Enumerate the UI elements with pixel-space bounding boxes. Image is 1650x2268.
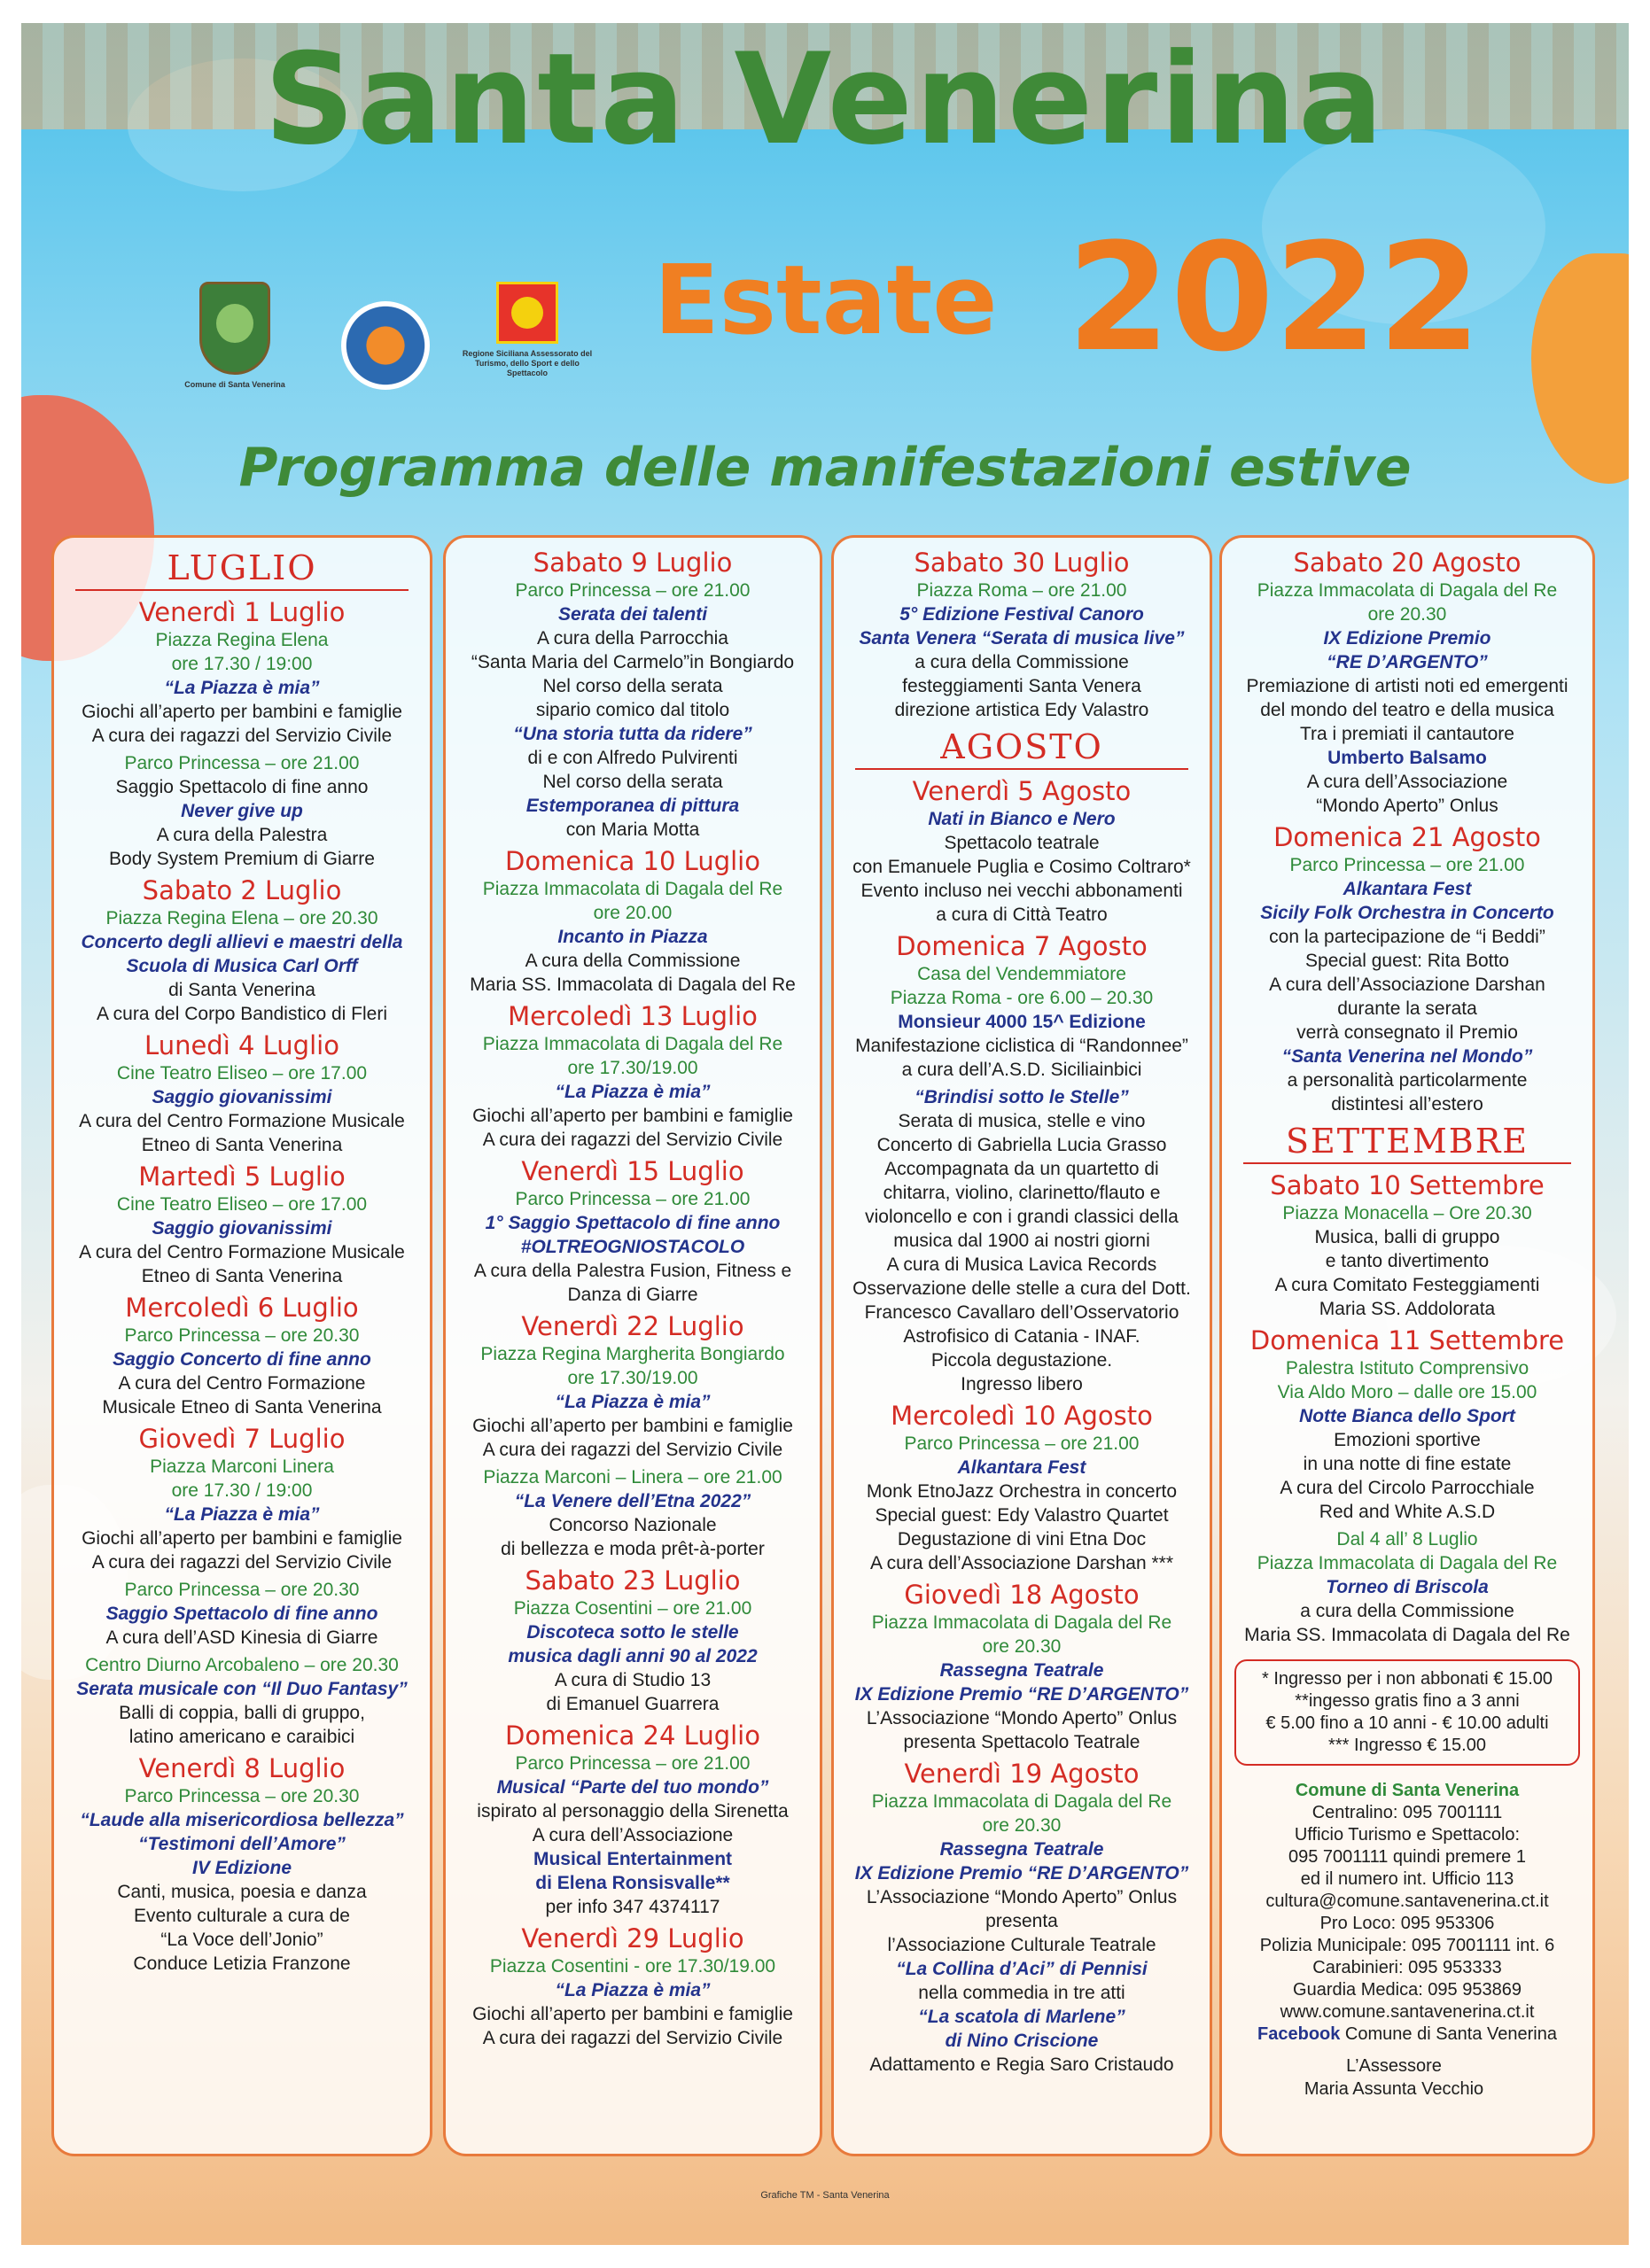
event-detail: violoncello e con i grandi classici della	[865, 1207, 1179, 1227]
event-highlight: “La Piazza è mia”	[555, 1980, 711, 2000]
event-date: Venerdì 8 Luglio	[138, 1753, 346, 1783]
event-entry	[837, 547, 1206, 722]
event-detail: Giochi all’aperto per bambini e famiglie	[472, 2004, 793, 2024]
event-venue: Piazza Roma - ore 6.00 – 20.30	[890, 988, 1154, 1008]
contact-line: 095 7001111 quindi premere 1	[1288, 1847, 1526, 1867]
event-venue: ore 17.30 / 19:00	[171, 1480, 313, 1501]
signature	[1226, 2054, 1562, 2101]
proloco-emblem-icon	[341, 301, 430, 390]
event-venue: Piazza Monacella – Ore 20.30	[1282, 1203, 1532, 1223]
event-date: Venerdì 19 Agosto	[904, 1759, 1140, 1789]
event-detail: Emozioni sportive	[1334, 1430, 1481, 1450]
event-venue: ore 20.30	[982, 1815, 1062, 1836]
event-highlight: “La Collina d’Aci” di Pennisi	[896, 1959, 1148, 1979]
event-detail: Concerto di Gabriella Lucia Grasso	[876, 1135, 1167, 1155]
event-highlight: “Testimoni dell’Amore”	[138, 1834, 346, 1854]
event-highlight: musica dagli anni 90 al 2022	[508, 1646, 758, 1666]
event-detail: A cura del Circolo Parrocchiale	[1280, 1478, 1535, 1498]
contact-line: Pro Loco: 095 953306	[1319, 1914, 1495, 1933]
event-detail: A cura dell’Associazione	[532, 1825, 734, 1845]
event-highlight: di Nino Criscione	[945, 2031, 1099, 2051]
event-detail: Astrofisico di Catania - INAF.	[903, 1326, 1140, 1347]
event-highlight: Saggio Concerto di fine anno	[113, 1349, 371, 1370]
event-highlight: Musical “Parte del tuo mondo”	[496, 1777, 769, 1798]
event-detail: Giochi all’aperto per bambini e famiglie	[472, 1416, 793, 1436]
event-detail: durante la serata	[1337, 998, 1477, 1019]
event-detail: Nel corso della serata	[542, 772, 723, 792]
event-detail: A cura dell’Associazione	[1306, 772, 1508, 792]
facebook-link[interactable]: Facebook	[1257, 2024, 1341, 2044]
event-entry	[1226, 1324, 1589, 1524]
event-venue: Parco Princessa – ore 20.30	[124, 1786, 360, 1806]
note-line: € 5.00 fino a 10 anni - € 10.00 adulti	[1265, 1713, 1549, 1733]
event-highlight: “La Piazza è mia”	[555, 1392, 711, 1412]
event-venue: Piazza Roma – ore 21.00	[916, 580, 1127, 601]
event-detail: Evento culturale a cura de	[134, 1906, 350, 1926]
event-detail: chitarra, violino, clarinetto/flauto e	[883, 1183, 1161, 1203]
event-venue: ore 17.30/19.00	[567, 1058, 698, 1078]
contact-line: Polizia Municipale: 095 7001111 int. 6	[1259, 1936, 1555, 1955]
event-highlight: Serata dei talenti	[557, 604, 708, 625]
event-highlight: “La Venere dell’Etna 2022”	[514, 1491, 751, 1511]
event-detail: Maria SS. Immacolata di Dagala del Re	[1244, 1625, 1570, 1645]
poster-title: Santa Venerina	[264, 27, 1386, 173]
event-detail: A cura del Corpo Bandistico di Fleri	[97, 1004, 387, 1024]
event-entry	[837, 930, 1206, 1082]
event-entry	[1226, 1169, 1589, 1321]
event-entry	[58, 1029, 426, 1157]
event-detail: A cura dei ragazzi del Servizio Civile	[482, 1130, 783, 1150]
event-date: Venerdì 1 Luglio	[138, 597, 346, 627]
event-detail: A cura del Centro Formazione Musicale	[79, 1242, 405, 1262]
event-venue: Piazza Immacolata di Dagala del Re	[482, 1034, 783, 1054]
event-detail: Saggio Spettacolo di fine anno	[115, 777, 369, 797]
event-entry	[58, 751, 426, 871]
event-detail: A cura di Musica Lavica Records	[886, 1254, 1157, 1275]
event-highlight: Serata musicale con “Il Duo Fantasy”	[76, 1679, 408, 1699]
event-detail: a personalità particolarmente	[1287, 1070, 1528, 1091]
event-entry	[449, 1465, 816, 1561]
event-detail: con Maria Motta	[565, 819, 700, 840]
event-highlight: “La scatola di Marlene”	[918, 2007, 1125, 2027]
event-date: Giovedì 18 Agosto	[904, 1580, 1140, 1610]
event-highlight: “La Piazza è mia”	[164, 1504, 320, 1525]
event-detail: Accompagnata da un quartetto di	[884, 1159, 1159, 1179]
event-detail: verrà consegnato il Premio	[1296, 1022, 1518, 1043]
event-venue: Parco Princessa – ore 21.00	[1289, 855, 1525, 875]
note-line: *** Ingresso € 15.00	[1328, 1736, 1486, 1755]
event-detail: Conduce Letizia Franzone	[133, 1953, 351, 1974]
event-venue: Parco Princessa – ore 20.30	[124, 1580, 360, 1600]
event-date: Lunedì 4 Luglio	[144, 1030, 339, 1060]
event-detail: Degustazione di vini Etna Doc	[897, 1529, 1147, 1550]
event-detail: “Santa Maria del Carmelo”in Bongiardo	[471, 652, 795, 672]
event-venue: ore 17.30/19.00	[567, 1368, 698, 1388]
event-detail: distintesi all’estero	[1331, 1094, 1483, 1115]
poster-subtitle: Programma delle manifestazioni estive	[238, 437, 1412, 499]
event-highlight: Estemporanea di pittura	[525, 796, 740, 816]
event-venue: Piazza Marconi Linera	[150, 1456, 334, 1477]
event-venue: Piazza Marconi – Linera – ore 21.00	[483, 1467, 782, 1487]
event-highlight: Scuola di Musica Carl Orff	[126, 956, 358, 976]
event-detail: di Santa Venerina	[168, 980, 315, 1000]
event-entry	[449, 1155, 816, 1307]
event-venue: Piazza Regina Margherita Bongiardo	[480, 1344, 785, 1364]
event-highlight: Notte Bianca dello Sport	[1299, 1406, 1515, 1426]
event-highlight: “Una storia tutta da ridere”	[513, 724, 752, 744]
contact-line: Carabinieri: 095 953333	[1312, 1958, 1502, 1977]
event-detail: musica dal 1900 ai nostri giorni	[893, 1231, 1150, 1251]
event-detail: Special guest: Rita Botto	[1305, 951, 1509, 971]
event-detail: A cura della Parrocchia	[537, 628, 728, 649]
event-detail: a cura di Città Teatro	[936, 905, 1108, 925]
contact-email[interactable]: cultura@comune.santavenerina.ct.it	[1265, 1891, 1549, 1911]
event-detail: Spettacolo teatrale	[944, 833, 1100, 853]
event-entry	[1226, 1527, 1589, 1647]
event-venue: Parco Princessa – ore 21.00	[515, 1753, 751, 1774]
event-date: Domenica 24 Luglio	[505, 1720, 760, 1751]
event-entry	[58, 1578, 426, 1650]
event-detail: in una notte di fine estate	[1303, 1454, 1512, 1474]
event-detail: A cura dei ragazzi del Servizio Civile	[482, 1440, 783, 1460]
event-detail: direzione artistica Edy Valastro	[894, 700, 1149, 720]
facebook-line	[1226, 2023, 1589, 2046]
event-venue: Casa del Vendemmiatore	[917, 964, 1126, 984]
event-detail: Tra i premiati il cantautore	[1300, 724, 1514, 744]
event-detail: per info 347 4374117	[545, 1897, 720, 1917]
event-date: Sabato 30 Luglio	[914, 548, 1130, 578]
event-date: Domenica 10 Luglio	[505, 846, 760, 876]
event-venue: Piazza Cosentini – ore 21.00	[513, 1598, 752, 1619]
event-detail: Maria SS. Immacolata di Dagala del Re	[470, 975, 796, 995]
event-detail: Evento incluso nei vecchi abbonamenti	[860, 881, 1183, 901]
event-highlight: Alkantara Fest	[957, 1457, 1086, 1478]
event-entry	[58, 874, 426, 1026]
event-detail: A cura dell’Associazione Darshan ***	[869, 1553, 1174, 1573]
event-detail: A cura di Studio 13	[554, 1670, 712, 1690]
event-date: Mercoledì 13 Luglio	[508, 1001, 758, 1031]
event-entry	[58, 1653, 426, 1749]
event-detail: Nel corso della serata	[542, 676, 723, 696]
event-date: Sabato 2 Luglio	[142, 875, 342, 905]
event-highlight: di Elena Ronsisvalle**	[535, 1873, 730, 1893]
event-detail: A cura del Centro Formazione Musicale	[79, 1111, 405, 1131]
event-venue: Piazza Cosentini - ore 17.30/19.00	[489, 1956, 776, 1977]
event-detail: A cura dei ragazzi del Servizio Civile	[91, 1552, 393, 1573]
event-detail: Manifestazione ciclistica di “Randonnee”	[855, 1036, 1188, 1056]
column-settembre	[1219, 535, 1595, 2156]
event-venue: Piazza Regina Elena – ore 20.30	[105, 908, 378, 928]
event-highlight: Incanto in Piazza	[557, 927, 708, 947]
event-entry	[449, 547, 816, 842]
event-entry	[837, 1400, 1206, 1575]
event-detail: Premiazione di artisti noti ed emergenti	[1246, 676, 1568, 696]
event-detail: Osservazione delle stelle a cura del Dott.	[852, 1278, 1191, 1299]
event-date: Giovedì 7 Luglio	[138, 1424, 346, 1454]
event-highlight: “Brindisi sotto le Stelle”	[915, 1087, 1129, 1107]
event-detail: di e con Alfredo Pulvirenti	[527, 748, 738, 768]
event-detail: a cura della Commissione	[1300, 1601, 1514, 1621]
event-list	[58, 596, 426, 1976]
event-date: Domenica 11 Settembre	[1249, 1325, 1565, 1355]
event-detail: a cura dell’A.S.D. Siciliainbici	[901, 1060, 1142, 1080]
event-detail: A cura dell’ASD Kinesia di Giarre	[105, 1627, 378, 1648]
event-venue: Via Aldo Moro – dalle ore 15.00	[1277, 1382, 1537, 1402]
event-highlight: Rassegna Teatrale	[939, 1839, 1104, 1860]
event-list	[837, 547, 1206, 722]
event-highlight: “RE D’ARGENTO”	[1327, 652, 1488, 672]
event-highlight: #OLTREOGNIOSTACOLO	[520, 1237, 745, 1257]
event-highlight: Saggio giovanissimi	[152, 1218, 332, 1239]
event-detail: con la partecipazione de “i Beddi”	[1269, 927, 1545, 947]
event-venue: Parco Princessa – ore 21.00	[515, 1189, 751, 1209]
note-line: * Ingresso per i non abbonati € 15.00	[1261, 1669, 1553, 1689]
event-detail: Adattamento e Regia Saro Cristaudo	[869, 2054, 1174, 2075]
event-date: Venerdì 22 Luglio	[521, 1311, 744, 1341]
event-venue: Palestra Istituto Comprensivo	[1285, 1358, 1529, 1379]
event-venue: Cine Teatro Eliseo – ore 17.00	[116, 1063, 368, 1084]
event-detail: presenta Spettacolo Teatrale	[903, 1732, 1140, 1752]
contact-line: Guardia Medica: 095 953869	[1293, 1980, 1522, 2000]
event-highlight: IV Edizione	[191, 1858, 292, 1878]
estate-word: Estate	[654, 245, 998, 356]
price-notes	[1234, 1659, 1580, 1766]
event-detail: A cura della Palestra	[156, 825, 328, 845]
event-highlight: Santa Venera “Serata di musica live”	[859, 628, 1185, 649]
event-highlight: Never give up	[181, 801, 303, 821]
note-line: **ingesso gratis fino a 3 anni	[1295, 1691, 1520, 1711]
event-highlight: “Santa Venerina nel Mondo”	[1281, 1046, 1533, 1067]
proloco-logo	[337, 301, 434, 390]
event-date: Domenica 7 Agosto	[896, 931, 1148, 961]
event-venue: Piazza Immacolata di Dagala del Re	[871, 1791, 1172, 1812]
divider	[855, 768, 1188, 770]
event-venue: ore 20.00	[593, 903, 673, 923]
event-list	[1226, 1169, 1589, 1647]
event-detail: Francesco Cavallaro dell’Osservatorio	[864, 1302, 1179, 1323]
event-date: Domenica 21 Agosto	[1273, 822, 1541, 852]
logo-caption: Regione Siciliana Assessorato del Turismo, dello Sport e dello Spettacolo	[462, 349, 593, 377]
event-entry	[837, 1085, 1206, 1396]
event-venue: Parco Princessa – ore 21.00	[124, 753, 360, 773]
event-detail: Special guest: Edy Valastro Quartet	[875, 1505, 1169, 1526]
event-highlight: 1° Saggio Spettacolo di fine anno	[485, 1213, 781, 1233]
event-date: Sabato 9 Luglio	[533, 548, 733, 578]
event-list	[1226, 547, 1589, 1116]
event-highlight: Saggio giovanissimi	[152, 1087, 332, 1107]
comune-logo	[177, 282, 292, 390]
event-highlight: Torneo di Briscola	[1326, 1577, 1489, 1597]
event-detail: Red and White A.S.D	[1319, 1502, 1496, 1522]
month-heading-settembre: SETTEMBRE	[1285, 1122, 1529, 1161]
event-detail: di Emanuel Guarrera	[546, 1694, 720, 1714]
column-agosto	[831, 535, 1212, 2156]
event-venue: Piazza Immacolata di Dagala del Re	[871, 1612, 1172, 1633]
event-detail: con Emanuele Puglia e Cosimo Coltraro*	[852, 857, 1191, 877]
event-highlight: Saggio Spettacolo di fine anno	[105, 1604, 378, 1624]
event-highlight: IX Edizione Premio	[1323, 628, 1491, 649]
event-date: Venerdì 15 Luglio	[521, 1156, 744, 1186]
event-highlight: Nati in Bianco e Nero	[928, 809, 1116, 829]
year-label: 2022	[1067, 211, 1482, 384]
event-detail: A cura del Centro Formazione	[118, 1373, 366, 1394]
event-detail: Piccola degustazione.	[930, 1350, 1113, 1371]
event-detail: Danza di Giarre	[567, 1285, 698, 1305]
event-venue: Piazza Immacolata di Dagala del Re	[482, 879, 783, 899]
logo-caption: Comune di Santa Venerina	[184, 380, 285, 389]
event-detail: Serata di musica, stelle e vino	[898, 1111, 1146, 1131]
event-highlight: Monsieur 4000 15^ Edizione	[898, 1012, 1146, 1032]
event-detail: Maria SS. Addolorata	[1319, 1299, 1496, 1319]
event-entry	[1226, 821, 1589, 1116]
event-detail: latino americano e caraibici	[128, 1727, 355, 1747]
event-highlight: Umberto Balsamo	[1327, 748, 1487, 768]
event-list	[449, 547, 816, 2050]
event-venue: Parco Princessa – ore 21.00	[904, 1433, 1140, 1454]
divider	[1243, 1162, 1571, 1164]
month-heading-agosto: AGOSTO	[940, 727, 1103, 766]
event-detail: Giochi all’aperto per bambini e famiglie	[472, 1106, 793, 1126]
event-detail: A cura Comitato Festeggiamenti	[1274, 1275, 1540, 1295]
event-highlight: “La Piazza è mia”	[164, 678, 320, 698]
event-detail: festeggiamenti Santa Venera	[902, 676, 1141, 696]
event-detail: Body System Premium di Giarre	[109, 849, 375, 869]
signature-role: L’Assessore	[1346, 2056, 1442, 2076]
event-entry	[837, 1758, 1206, 2077]
event-detail: a cura della Commissione	[915, 652, 1129, 672]
event-entry	[58, 1752, 426, 1976]
event-entry	[58, 1292, 426, 1419]
event-date: Venerdì 29 Luglio	[521, 1923, 744, 1953]
event-detail: Concorso Nazionale	[549, 1515, 717, 1535]
event-detail: L’Associazione “Mondo Aperto” Onlus	[866, 1708, 1178, 1728]
event-venue: ore 17.30 / 19:00	[171, 654, 313, 674]
event-detail: A cura della Commissione	[525, 951, 741, 971]
event-detail: Balli di coppia, balli di gruppo,	[119, 1703, 365, 1723]
event-entry	[58, 596, 426, 748]
event-entry	[837, 1579, 1206, 1754]
event-detail: Giochi all’aperto per bambini e famiglie	[82, 1528, 402, 1549]
contact-line: ed il numero int. Ufficio 113	[1300, 1869, 1514, 1889]
event-entry	[837, 775, 1206, 927]
event-date: Sabato 20 Agosto	[1293, 548, 1522, 578]
column-luglio	[51, 535, 432, 2156]
event-highlight: Concerto degli allievi e maestri della	[81, 932, 403, 952]
event-entry	[1226, 547, 1589, 818]
event-date: Martedì 5 Luglio	[138, 1161, 346, 1192]
event-venue: Centro Diurno Arcobaleno – ore 20.30	[85, 1655, 399, 1675]
event-detail: Ingresso libero	[961, 1374, 1083, 1394]
event-venue: ore 20.30	[982, 1636, 1062, 1657]
contact-line: Ufficio Turismo e Spettacolo:	[1294, 1825, 1521, 1845]
event-venue: Dal 4 all’ 8 Luglio	[1336, 1529, 1478, 1550]
event-venue: Cine Teatro Eliseo – ore 17.00	[116, 1194, 368, 1215]
contact-title: Comune di Santa Venerina	[1295, 1781, 1520, 1800]
regione-logo	[461, 282, 594, 378]
event-highlight: “Laude alla misericordiosa bellezza”	[80, 1810, 404, 1830]
signature-name: Maria Assunta Vecchio	[1304, 2079, 1484, 2099]
event-entry	[449, 1565, 816, 1716]
event-venue: Piazza Immacolata di Dagala del Re	[1257, 580, 1558, 601]
event-detail: ispirato al personaggio della Sirenetta	[477, 1801, 789, 1821]
event-detail: Musicale Etneo di Santa Venerina	[102, 1397, 382, 1418]
event-detail: Musica, balli di gruppo	[1314, 1227, 1500, 1247]
event-venue: Piazza Regina Elena	[155, 630, 329, 650]
event-entry	[58, 1423, 426, 1574]
event-venue: Parco Princessa – ore 21.00	[515, 580, 751, 601]
event-entry	[449, 1310, 816, 1462]
event-entry	[449, 845, 816, 997]
event-highlight: 5° Edizione Festival Canoro	[899, 604, 1144, 625]
event-venue: Parco Princessa – ore 20.30	[124, 1325, 360, 1346]
contact-line: Centralino: 095 7001111	[1311, 1803, 1503, 1822]
event-venue: ore 20.30	[1367, 604, 1447, 625]
event-entry	[58, 1161, 426, 1288]
event-detail: Giochi all’aperto per bambini e famiglie	[82, 702, 402, 722]
event-highlight: Rassegna Teatrale	[939, 1660, 1104, 1681]
event-venue: Piazza Immacolata di Dagala del Re	[1257, 1553, 1558, 1573]
event-highlight: Musical Entertainment	[533, 1849, 733, 1869]
event-highlight: IX Edizione Premio “RE D’ARGENTO”	[854, 1863, 1189, 1884]
event-detail: A cura della Palestra Fusion, Fitness e	[473, 1261, 792, 1281]
event-detail: “La Voce dell’Jonio”	[160, 1930, 323, 1950]
event-date: Mercoledì 6 Luglio	[125, 1293, 359, 1323]
event-highlight: “La Piazza è mia”	[555, 1082, 711, 1102]
event-detail: sipario comico dal titolo	[535, 700, 730, 720]
column-luglio-2	[443, 535, 822, 2156]
event-highlight: IX Edizione Premio “RE D’ARGENTO”	[854, 1684, 1189, 1705]
event-list	[837, 775, 1206, 2077]
event-detail: A cura dell’Associazione Darshan	[1269, 975, 1545, 995]
event-detail: Etneo di Santa Venerina	[141, 1135, 343, 1155]
event-date: Mercoledì 10 Agosto	[891, 1401, 1153, 1431]
facebook-text: Comune di Santa Venerina	[1340, 2024, 1557, 2044]
event-date: Sabato 10 Settembre	[1270, 1170, 1545, 1200]
event-detail: “Mondo Aperto” Onlus	[1316, 796, 1498, 816]
event-detail: del mondo del teatro e della musica	[1260, 700, 1554, 720]
month-heading-luglio: LUGLIO	[167, 548, 317, 587]
event-entry	[449, 1720, 816, 1919]
event-highlight: Discoteca sotto le stelle	[526, 1622, 739, 1643]
event-detail: Etneo di Santa Venerina	[141, 1266, 343, 1286]
contact-info	[1226, 1780, 1589, 2046]
trinacria-icon	[496, 282, 558, 344]
crest-icon	[199, 282, 270, 375]
event-detail: A cura dei ragazzi del Servizio Civile	[482, 2028, 783, 2048]
event-highlight: Sicily Folk Orchestra in Concerto	[1260, 903, 1554, 923]
event-detail: e tanto divertimento	[1325, 1251, 1490, 1271]
contact-website[interactable]: www.comune.santavenerina.ct.it	[1280, 2002, 1535, 2022]
event-detail: l’Associazione Culturale Teatrale	[887, 1935, 1156, 1955]
divider	[75, 589, 409, 591]
event-entry	[449, 1000, 816, 1152]
event-date: Venerdì 5 Agosto	[912, 776, 1132, 806]
event-detail: presenta	[985, 1911, 1058, 1931]
event-highlight: Alkantara Fest	[1343, 879, 1472, 899]
event-detail: Canti, musica, poesia e danza	[117, 1882, 367, 1902]
event-detail: Monk EtnoJazz Orchestra in concerto	[866, 1481, 1178, 1502]
event-date: Sabato 23 Luglio	[525, 1565, 741, 1596]
event-detail: di bellezza e moda prêt-à-porter	[501, 1539, 765, 1559]
event-entry	[449, 1922, 816, 2050]
event-detail: L’Associazione “Mondo Aperto” Onlus	[866, 1887, 1178, 1907]
credit-line: Grafiche TM - Santa Venerina	[760, 2190, 890, 2201]
event-detail: nella commedia in tre atti	[918, 1983, 1125, 2003]
event-detail: A cura dei ragazzi del Servizio Civile	[91, 726, 393, 746]
